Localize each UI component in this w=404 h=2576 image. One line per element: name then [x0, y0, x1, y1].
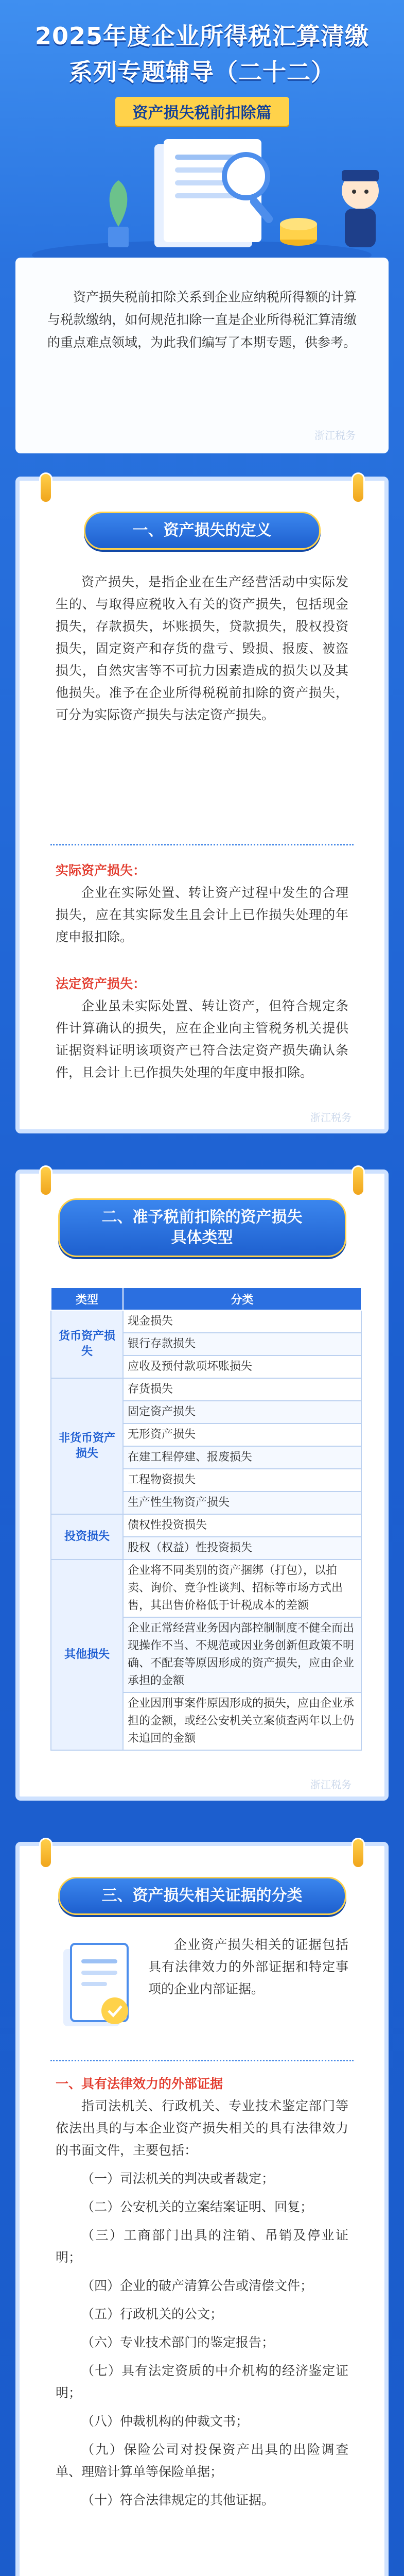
pin-left-icon [39, 1838, 52, 1869]
evidence-item: （四）企业的破产清算公告或清偿文件； [81, 2278, 313, 2293]
evidence-intro: 企业资产损失相关的证据包括具有法律效力的外部证据和特定事项的企业内部证据。 [148, 1937, 348, 1996]
table-header-type: 类型 [51, 1287, 123, 1310]
external-evidence-heading: 一、具有法律效力的外部证据 [56, 2076, 223, 2091]
divider [50, 2060, 354, 2061]
loss-class-cell: 企业将不同类别的资产捆绑（打包），以拍卖、询价、竞争性谈判、招标等市场方式出售，其出售价格低于计税成本的差额 [123, 1560, 361, 1617]
external-evidence-list [56, 2167, 348, 2511]
table-header-class: 分类 [123, 1287, 361, 1310]
mascot-icon [342, 170, 379, 247]
pin-right-icon [352, 1165, 365, 1196]
loss-type-cell: 投资损失 [51, 1514, 123, 1560]
loss-class-cell: 企业因刑事案件原因形成的损失，应由企业承担的金额，或经公安机关立案侦查两年以上仍未追回的金额 [123, 1692, 361, 1750]
pin-right-icon [352, 1838, 365, 1869]
pin-left-icon [39, 472, 52, 503]
loss-class-cell: 无形资产损失 [123, 1423, 361, 1446]
evidence-item: （六）专业技术部门的鉴定报告； [81, 2335, 275, 2350]
actual-loss-heading: 实际资产损失： [56, 863, 146, 878]
loss-type-cell: 其他损失 [51, 1560, 123, 1750]
loss-class-cell: 银行存款损失 [123, 1333, 361, 1355]
table-row [51, 1310, 361, 1333]
loss-class-cell: 工程物资损失 [123, 1469, 361, 1492]
loss-type-cell: 非货币资产损失 [51, 1378, 123, 1514]
table-row [51, 1560, 361, 1617]
section-2-frame [15, 1170, 389, 1801]
coins-icon [280, 218, 317, 246]
evidence-item: （十）符合法律规定的其他证据。 [81, 2493, 275, 2507]
section-2-title-line-1: 二、准予税前扣除的资产损失 [101, 1208, 303, 1226]
section-1-watermark: 浙江税务 [310, 1111, 352, 1124]
section-3-frame [15, 1842, 389, 2576]
loss-class-cell: 债权性投资损失 [123, 1514, 361, 1537]
evidence-item: （五）行政机关的公文； [81, 2307, 223, 2321]
pin-right-icon [352, 472, 365, 503]
loss-class-cell: 现金损失 [123, 1310, 361, 1333]
actual-loss-block [56, 859, 348, 948]
evidence-item: （七）具有法定资质的中介机构的经济鉴定证明； [56, 2363, 348, 2400]
legal-loss-text: 企业虽未实际处置、转让资产，但符合规定条件计算确认的损失，应在企业向主管税务机关提供证据资料证明该项资产已符合法定资产损失确认条件，且会计上已作损失处理的年度申报扣除。 [56, 998, 348, 1080]
legal-loss-heading: 法定资产损失： [56, 976, 146, 991]
loss-class-cell: 在建工程停建、报废损失 [123, 1446, 361, 1469]
actual-loss-text: 企业在实际处置、转让资产过程中发生的合理损失，应在其实际发生且会计上已作损失处理的年度申报扣除。 [56, 885, 348, 944]
title-line-1: 2025年度企业所得税汇算清缴 [34, 22, 370, 50]
loss-class-cell: 应收及预付款项坏账损失 [123, 1355, 361, 1378]
title-line-2: 系列专题辅导（二十二） [69, 58, 335, 86]
legal-loss-block [56, 973, 348, 1083]
evidence-item: （一）司法机关的判决或者裁定； [81, 2171, 275, 2186]
intro-text: 资产损失税前扣除关系到企业应纳税所得额的计算与税款缴纳，如何规范扣除一直是企业所得税汇算清缴的重点难点领域，为此我们编写了本期专题，供参考。 [47, 290, 357, 350]
section-3-intro [148, 1934, 348, 2000]
evidence-item: （九）保险公司对投保资产出具的出险调查单、理赔计算单等保险单据； [56, 2442, 348, 2479]
section-1-frame [15, 477, 389, 1133]
section-3-title: 三、资产损失相关证据的分类 [58, 1877, 346, 1915]
loss-type-cell: 货币资产损失 [51, 1310, 123, 1378]
external-evidence-block [56, 2073, 348, 2511]
loss-class-cell: 企业正常经营业务因内部控制制度不健全而出现操作不当、不规范或因业务创新但政策不明确、不配套等原因形成的资产损失，应由企业承担的金额 [123, 1617, 361, 1692]
header-banner [0, 0, 404, 258]
loss-class-cell: 存货损失 [123, 1378, 361, 1401]
section-2-title-line-2: 具体类型 [171, 1229, 233, 1247]
loss-class-cell: 生产性生物资产损失 [123, 1492, 361, 1514]
section-1-definition [56, 571, 348, 726]
loss-type-table [50, 1287, 362, 1751]
subtitle-badge: 资产损失税前扣除篇 [115, 97, 289, 126]
plant-icon [108, 180, 129, 247]
evidence-illustration [53, 1939, 140, 2042]
evidence-item: （八）仲裁机构的仲裁文书； [81, 2414, 249, 2429]
header-illustration [0, 129, 404, 258]
external-evidence-intro: 指司法机关、行政机关、专业技术鉴定部门等依法出具的与本企业资产损失相关的具有法律效力的书面文件，主要包括： [56, 2098, 348, 2158]
loss-class-cell: 固定资产损失 [123, 1401, 361, 1423]
evidence-item: （三）工商部门出具的注销、吊销及停业证明； [56, 2228, 348, 2265]
pin-left-icon [39, 1165, 52, 1196]
intro-card [15, 258, 389, 453]
loss-class-cell: 股权（权益）性投资损失 [123, 1537, 361, 1560]
table-row [51, 1514, 361, 1537]
section-2-watermark: 浙江税务 [310, 1778, 352, 1791]
section-2-title [58, 1198, 346, 1257]
divider [50, 844, 354, 845]
table-row [51, 1378, 361, 1401]
section-1-title: 一、资产损失的定义 [84, 512, 321, 550]
definition-paragraph: 资产损失，是指企业在生产经营活动中实际发生的、与取得应税收入有关的资产损失，包括现金损失，存款损失，坏账损失，贷款损失，股权投资损失，固定资产和存货的盘亏、毁损、报废、被盗损失，自然灾害等不可抗力因素造成的损失以及其他损失。准予在企业所得税税前扣除的资产损失，可分为实际资产损失与法定资产损失。 [56, 574, 348, 722]
evidence-item: （二）公安机关的立案结案证明、回复； [81, 2199, 313, 2214]
intro-watermark: 浙江税务 [314, 429, 356, 442]
